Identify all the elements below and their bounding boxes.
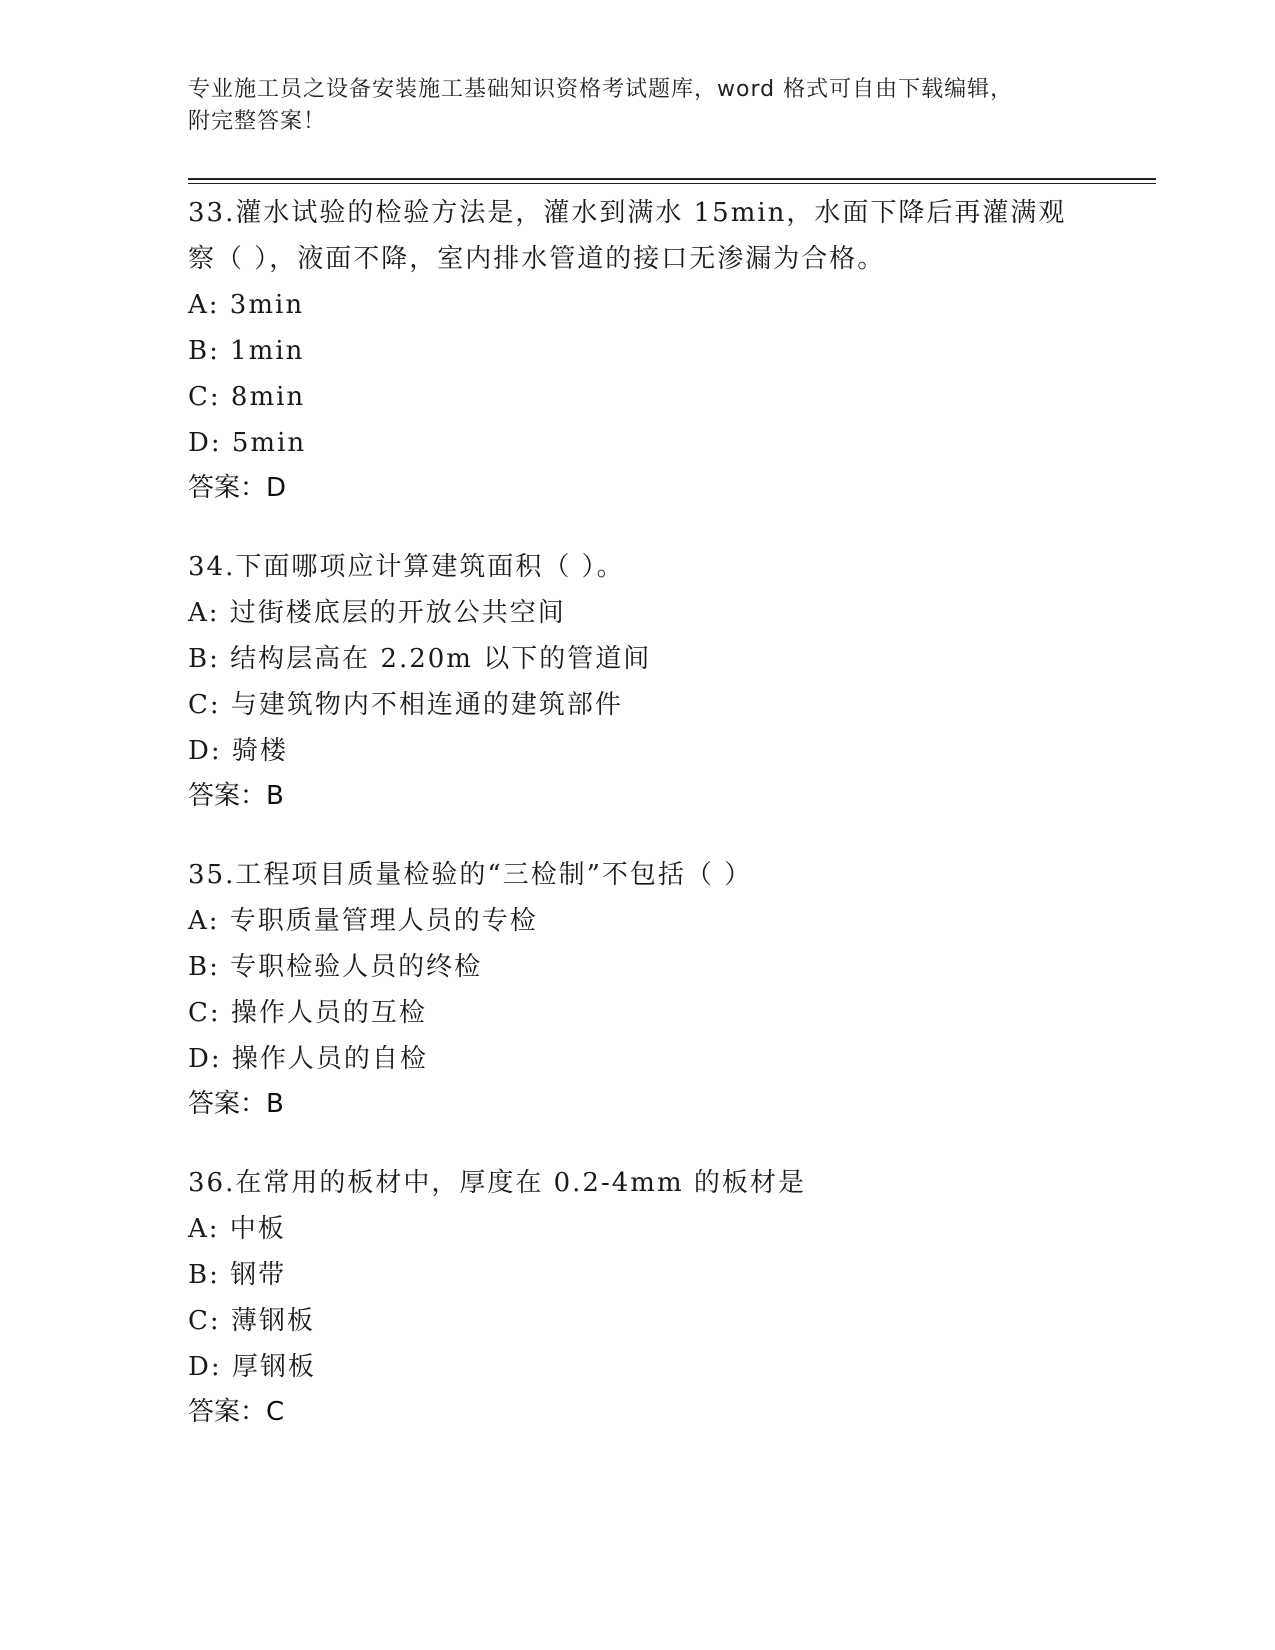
question-text-continued: 察（ ），液面不降，室内排水管道的接口无渗漏为合格。 (188, 244, 886, 274)
option-c: C: 与建筑物内不相连通的建筑部件 (188, 690, 623, 720)
header-line-1: 专业施工员之设备安装施工基础知识资格考试题库，word 格式可自由下载编辑， (188, 77, 1014, 102)
option-d: D: 骑楼 (188, 736, 288, 766)
document-header (188, 74, 1088, 138)
option-b: B: 结构层高在 2.20m 以下的管道间 (188, 644, 652, 674)
option-d: D: 操作人员的自检 (188, 1044, 428, 1074)
option-b: B: 专职检验人员的终检 (188, 952, 483, 982)
header-line-2: 附完整答案！ (188, 109, 327, 134)
option-a: A: 中板 (188, 1214, 286, 1244)
header-divider-thin (188, 183, 1156, 184)
option-d: D: 厚钢板 (188, 1352, 316, 1382)
question-33 (188, 190, 1088, 510)
option-b: B: 1min (188, 336, 305, 366)
question-text: 35.工程项目质量检验的“三检制”不包括（ ） (188, 860, 753, 890)
answer: 答案：B (188, 1089, 284, 1119)
question-text: 34.下面哪项应计算建筑面积（ ）。 (188, 552, 625, 582)
option-c: C: 操作人员的互检 (188, 998, 427, 1028)
question-text: 36.在常用的板材中，厚度在 0.2-4mm 的板材是 (188, 1168, 806, 1198)
question-35 (188, 852, 1088, 1126)
question-text: 33.灌水试验的检验方法是，灌水到满水 15min，水面下降后再灌满观 (188, 198, 1067, 228)
option-a: A: 3min (188, 290, 305, 320)
option-c: C: 薄钢板 (188, 1306, 315, 1336)
option-a: A: 过街楼底层的开放公共空间 (188, 598, 566, 628)
question-36 (188, 1160, 1088, 1434)
question-list (188, 190, 1088, 1468)
option-d: D: 5min (188, 428, 307, 458)
answer: 答案：B (188, 781, 284, 811)
option-a: A: 专职质量管理人员的专检 (188, 906, 538, 936)
option-b: B: 钢带 (188, 1260, 287, 1290)
answer: 答案：D (188, 473, 287, 503)
answer: 答案：C (188, 1397, 285, 1427)
header-divider-thick (188, 178, 1156, 180)
question-34 (188, 544, 1088, 818)
option-c: C: 8min (188, 382, 306, 412)
